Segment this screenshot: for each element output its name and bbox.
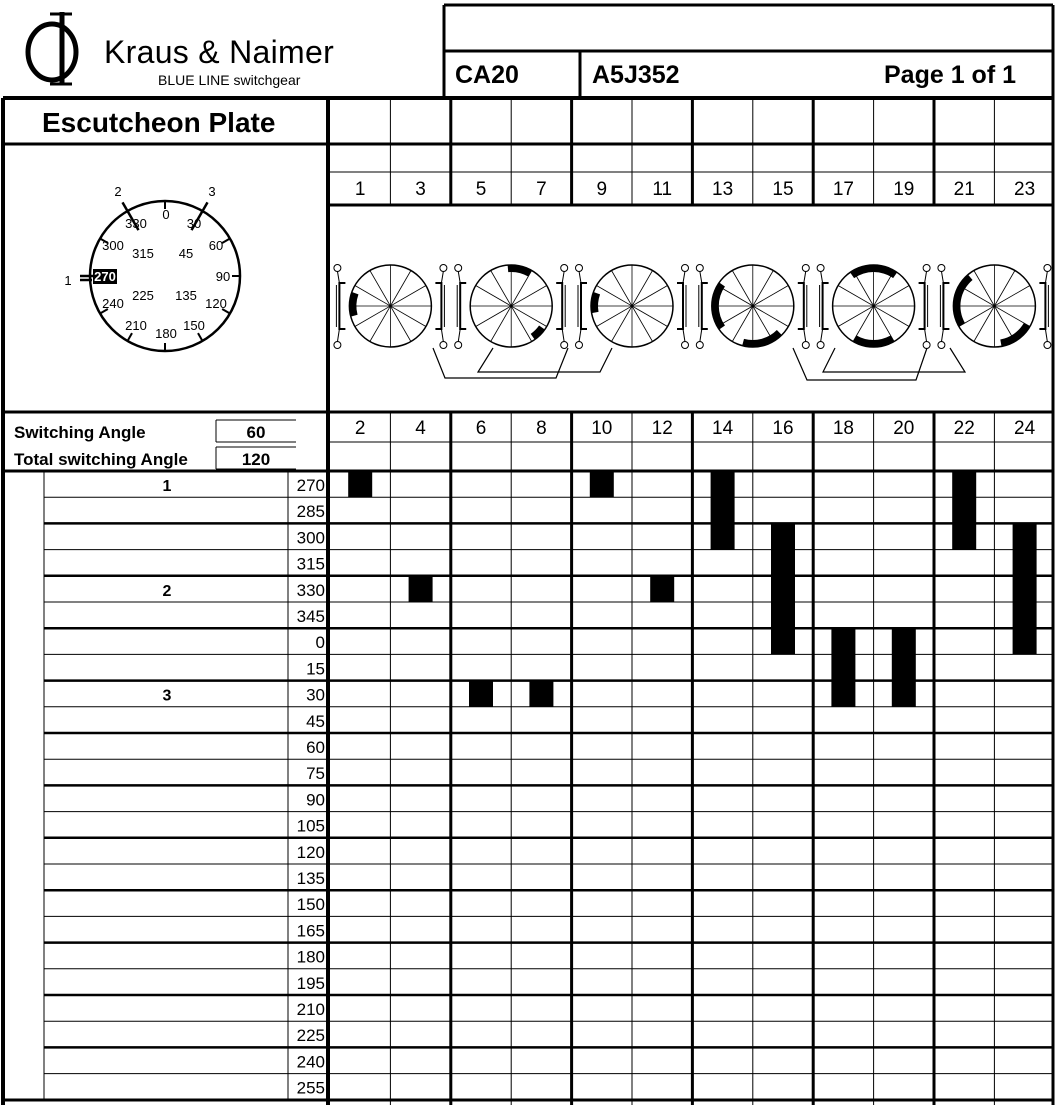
terminal-lead	[804, 329, 806, 342]
angle-label: 300	[296, 528, 325, 548]
dial-tick	[222, 239, 230, 244]
plate-title: Escutcheon Plate	[42, 107, 276, 138]
terminal-lead	[925, 329, 927, 342]
dial-position-label: 1	[64, 273, 72, 288]
terminal-lead	[941, 329, 943, 342]
angle-label: 75	[306, 764, 325, 784]
cam-contact-bracket	[798, 283, 804, 329]
terminal-dot	[1044, 342, 1051, 349]
terminal-dot	[561, 265, 568, 272]
terminal-dot	[923, 342, 930, 349]
cam-contact-bracket	[1039, 283, 1045, 329]
terminal-lead	[458, 329, 460, 342]
position-label: 2	[162, 582, 172, 600]
dial-degree-label: 60	[208, 238, 224, 253]
terminal-bottom-label: 18	[832, 418, 854, 439]
angle-label: 285	[296, 502, 325, 522]
terminal-lead	[458, 271, 460, 283]
terminal-dot	[440, 342, 447, 349]
terminal-lead	[441, 329, 443, 342]
angle-label: 150	[296, 895, 325, 915]
terminal-bottom-label: 12	[651, 418, 673, 439]
terminal-bottom-label: 14	[712, 418, 734, 439]
terminal-top-label: 7	[536, 179, 547, 200]
terminal-lead	[562, 329, 564, 342]
terminal-lead	[700, 329, 702, 342]
angle-label: 180	[296, 947, 325, 967]
terminal-bottom-label: 2	[354, 418, 366, 439]
brand-subtitle: BLUE LINE switchgear	[158, 72, 301, 88]
phi-logo-icon	[28, 12, 76, 84]
total-switching-angle-value: 120	[241, 450, 271, 469]
cam-contact-bracket	[435, 283, 441, 329]
dial-degree-label: 90	[215, 269, 231, 284]
position-label: 3	[162, 687, 172, 705]
terminal-lead	[925, 271, 927, 283]
terminal-lead	[700, 271, 702, 283]
terminal-dot	[334, 342, 341, 349]
angle-label: 120	[296, 842, 325, 862]
dial-degree-label: 300	[102, 238, 124, 253]
contact-closed-bar	[650, 576, 674, 602]
terminal-dot	[817, 265, 824, 272]
angle-label: 30	[306, 685, 325, 705]
product-code: CA20	[455, 61, 519, 89]
contact-closed-bar	[590, 471, 614, 497]
terminal-lead	[821, 329, 823, 342]
angle-label: 315	[296, 554, 325, 574]
terminal-dot	[802, 265, 809, 272]
terminal-top-label: 1	[354, 179, 366, 200]
angle-label: 255	[296, 1078, 325, 1098]
dial-tick	[128, 333, 133, 341]
terminal-dot	[696, 265, 703, 272]
terminal-dot	[696, 342, 703, 349]
dial-degree-label: 45	[178, 246, 194, 261]
contact-closed-bar	[1013, 523, 1037, 654]
contact-closed-bar	[348, 471, 372, 497]
terminal-top-label: 23	[1014, 179, 1036, 200]
terminal-top-label: 13	[712, 179, 734, 200]
position-label: 1	[162, 478, 172, 495]
jumper-wire	[478, 348, 612, 372]
dial-degree-label: 30	[186, 216, 202, 231]
brand-name: Kraus & Naimer	[104, 34, 335, 70]
terminal-lead	[337, 329, 339, 342]
dial-degree-label: 135	[175, 288, 197, 303]
terminal-bottom-label: 22	[953, 418, 975, 439]
contact-closed-bar	[469, 681, 493, 707]
angle-label: 105	[296, 816, 325, 836]
switching-angle-label: Switching Angle	[14, 423, 146, 442]
cam-contact-bracket	[919, 283, 925, 329]
terminal-lead	[683, 329, 685, 342]
program-code: A5J352	[592, 61, 680, 89]
angle-label: 195	[296, 973, 325, 993]
terminal-lead	[821, 271, 823, 283]
terminal-dot	[576, 265, 583, 272]
contact-closed-bar	[529, 681, 553, 707]
terminal-lead	[1045, 271, 1047, 283]
angle-label: 0	[315, 633, 325, 653]
dial-degree-label: 315	[132, 246, 154, 261]
switching-angle-value: 60	[246, 423, 266, 442]
angle-label: 270	[296, 476, 325, 495]
cam-contact-bracket	[677, 283, 683, 329]
jumper-wire	[823, 348, 965, 372]
terminal-lead	[579, 271, 581, 283]
terminal-dot	[576, 342, 583, 349]
terminal-top-label: 5	[475, 179, 487, 200]
terminal-dot	[817, 342, 824, 349]
cam-contact-bracket	[702, 283, 708, 329]
terminal-top-label: 19	[893, 179, 915, 200]
terminal-lead	[441, 271, 443, 283]
terminal-dot	[561, 342, 568, 349]
terminal-top-label: 3	[415, 179, 426, 200]
angle-label: 45	[306, 711, 325, 731]
terminal-bottom-label: 4	[415, 418, 426, 439]
jumper-wire	[793, 348, 927, 380]
terminal-top-label: 11	[652, 179, 673, 200]
terminal-bottom-label: 8	[536, 418, 547, 439]
terminal-bottom-label: 6	[475, 418, 487, 439]
terminal-dot	[334, 265, 341, 272]
terminal-dot	[682, 265, 689, 272]
terminal-lead	[1045, 329, 1047, 342]
jumper-wire	[433, 348, 568, 378]
terminal-dot	[802, 342, 809, 349]
contact-closed-bar	[409, 576, 433, 602]
angle-label: 345	[296, 607, 325, 626]
total-switching-angle-label: Total switching Angle	[14, 450, 188, 469]
terminal-dot	[455, 342, 462, 349]
terminal-lead	[562, 271, 564, 283]
terminal-lead	[804, 271, 806, 283]
terminal-lead	[941, 271, 943, 283]
angle-label: 210	[296, 1000, 325, 1019]
contact-closed-bar	[892, 628, 916, 707]
angle-label: 240	[296, 1052, 325, 1072]
cam-contact-bracket	[943, 283, 949, 329]
terminal-dot	[1044, 265, 1051, 272]
terminal-top-label: 21	[953, 179, 975, 200]
terminal-lead	[337, 271, 339, 283]
dial-degree-label: 330	[125, 216, 147, 231]
contact-closed-bar	[771, 523, 795, 654]
dial-position-label: 3	[208, 184, 216, 199]
dial-degree-label: 225	[132, 288, 154, 303]
angle-label: 225	[296, 1026, 325, 1046]
dial-degree-label: 0	[162, 207, 170, 222]
cam-contact-bracket	[339, 283, 345, 329]
terminal-dot	[938, 342, 945, 349]
angle-label: 330	[296, 580, 325, 600]
dial-degree-label: 210	[125, 318, 147, 333]
angle-label: 15	[306, 659, 325, 679]
terminal-bottom-label: 16	[772, 418, 794, 439]
terminal-dot	[923, 265, 930, 272]
cam-contacts-diagram	[334, 265, 1051, 381]
dial-degree-label: 150	[183, 318, 205, 333]
terminal-lead	[683, 271, 685, 283]
terminal-dot	[440, 265, 447, 272]
terminal-top-label: 17	[832, 179, 854, 200]
contact-closed-bar	[952, 471, 976, 550]
dial-tick	[198, 333, 203, 341]
terminal-lead	[579, 329, 581, 342]
angle-label: 90	[306, 790, 325, 810]
cam-contact-bracket	[581, 283, 587, 329]
escutcheon-dial	[64, 184, 240, 351]
angle-label: 165	[296, 921, 325, 941]
contact-closed-bar	[831, 628, 855, 707]
dial-position-label: 2	[114, 184, 122, 199]
terminal-dot	[455, 265, 462, 272]
terminal-dot	[682, 342, 689, 349]
dial-degree-label: 240	[102, 296, 124, 311]
terminal-bottom-label: 20	[893, 418, 915, 439]
dial-degree-label: 270	[94, 269, 116, 284]
angle-label: 135	[296, 869, 325, 888]
dial-degree-label: 120	[205, 296, 227, 311]
cam-contact-bracket	[823, 283, 829, 329]
dial-degree-label: 180	[155, 326, 177, 341]
terminal-dot	[938, 265, 945, 272]
cam-contact-bracket	[556, 283, 562, 329]
terminal-top-label: 15	[772, 179, 794, 200]
terminal-top-label: 9	[596, 179, 608, 200]
terminal-bottom-label: 10	[591, 418, 613, 439]
cam-contact-bracket	[460, 283, 466, 329]
angle-label: 60	[306, 738, 325, 757]
page-number: Page 1 of 1	[884, 61, 1016, 89]
terminal-bottom-label: 24	[1014, 418, 1036, 439]
contact-closed-bar	[711, 471, 735, 550]
